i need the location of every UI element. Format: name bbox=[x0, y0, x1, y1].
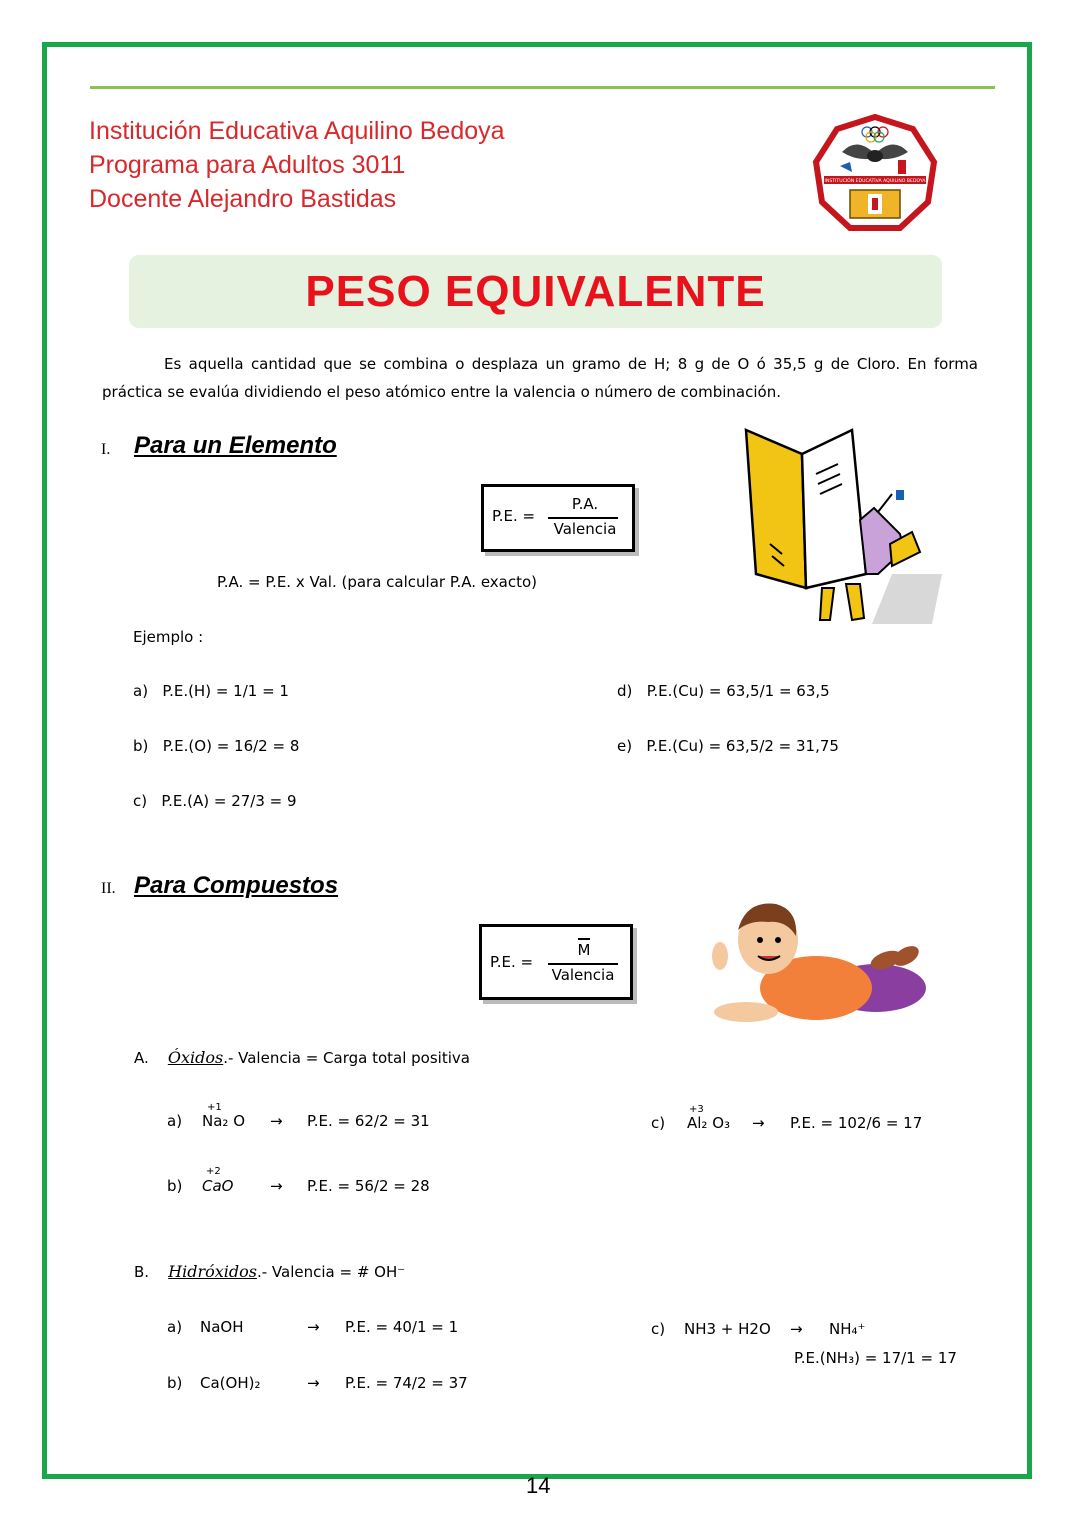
formula-numerator: P.A. bbox=[571, 495, 599, 513]
formula-denominator: Valencia bbox=[551, 966, 615, 984]
example-text-b: P.E.(O) = 16/2 = 8 bbox=[162, 737, 300, 755]
header-divider bbox=[90, 86, 995, 89]
hydroxide-label-a: a) bbox=[167, 1318, 183, 1336]
formula-lhs: P.E. = bbox=[490, 953, 534, 971]
arrow-icon: → bbox=[752, 1114, 765, 1132]
hydroxide-result-b: P.E. = 74/2 = 37 bbox=[345, 1374, 468, 1392]
example-label-a: a) bbox=[133, 682, 149, 700]
oxide-result-a: P.E. = 62/2 = 31 bbox=[307, 1112, 430, 1130]
oxides-rule: .- Valencia = Carga total positiva bbox=[223, 1049, 470, 1067]
formula-box-element bbox=[481, 484, 635, 552]
oxide-result-c: P.E. = 102/6 = 17 bbox=[790, 1114, 923, 1132]
arrow-icon: → bbox=[790, 1320, 803, 1338]
example-text-a: P.E.(H) = 1/1 = 1 bbox=[162, 682, 289, 700]
oxidation-state-a: +1 bbox=[207, 1102, 222, 1113]
part-b-heading bbox=[134, 1262, 405, 1281]
oxide-label-a: a) bbox=[167, 1112, 183, 1130]
oxide-label-c: c) bbox=[651, 1114, 666, 1132]
part-a-heading bbox=[134, 1048, 470, 1067]
arrow-icon: → bbox=[307, 1318, 320, 1336]
school-logo bbox=[812, 114, 938, 236]
definition-paragraph bbox=[102, 350, 978, 406]
program-name: Programa para Adultos 3011 bbox=[89, 151, 406, 179]
school-name: Institución Educativa Aquilino Bedoya bbox=[89, 117, 505, 145]
part-b-letter: B. bbox=[134, 1263, 150, 1281]
example-text-c: P.E.(A) = 27/3 = 9 bbox=[161, 792, 297, 810]
hydroxide-result-a: P.E. = 40/1 = 1 bbox=[345, 1318, 459, 1336]
section-2-heading: Para Compuestos bbox=[134, 872, 339, 899]
section-1-heading: Para un Elemento bbox=[134, 432, 337, 459]
example-label-c: c) bbox=[133, 792, 148, 810]
example-text-e: P.E.(Cu) = 63,5/2 = 31,75 bbox=[646, 737, 839, 755]
fraction-bar bbox=[548, 517, 618, 519]
hydroxide-formula-b: Ca(OH)₂ bbox=[200, 1374, 261, 1392]
oxides-title: Óxidos bbox=[167, 1048, 224, 1067]
hydroxide-formula-c: NH3 + H2O bbox=[684, 1320, 771, 1338]
oxidation-state-b: +2 bbox=[206, 1166, 221, 1177]
page-number: 14 bbox=[526, 1473, 551, 1498]
fraction-bar bbox=[548, 963, 618, 965]
formula-box-compound bbox=[479, 924, 633, 1000]
section-1-number: I. bbox=[101, 441, 111, 458]
formula-lhs: P.E. = bbox=[492, 507, 536, 525]
definition-text: Es aquella cantidad que se combina o desplaza un gramo de H; 8 g de O ó 35,5 g de Cloro. En forma práctica se evalúa dividiendo el peso atómico entre la valencia o número de combinación. bbox=[102, 355, 978, 401]
oxidation-state-c: +3 bbox=[689, 1104, 704, 1115]
example-text-d: P.E.(Cu) = 63,5/1 = 63,5 bbox=[646, 682, 830, 700]
formula-denominator: Valencia bbox=[553, 520, 617, 538]
ammonia-equivalent: P.E.(NH₃) = 17/1 = 17 bbox=[794, 1349, 957, 1367]
example-item bbox=[133, 737, 299, 755]
hydroxide-label-c: c) bbox=[651, 1320, 666, 1338]
arrow-icon: → bbox=[270, 1177, 283, 1195]
teacher-name: Docente Alejandro Bastidas bbox=[89, 185, 397, 213]
part-a-letter: A. bbox=[134, 1049, 149, 1067]
example-label: Ejemplo : bbox=[133, 628, 204, 646]
arrow-icon: → bbox=[270, 1112, 283, 1130]
oxide-label-b: b) bbox=[167, 1177, 183, 1195]
hydroxides-title: Hidróxidos bbox=[168, 1262, 257, 1281]
hydroxide-label-b: b) bbox=[167, 1374, 183, 1392]
example-label-e: e) bbox=[617, 737, 633, 755]
hydroxide-result-c: NH₄⁺ bbox=[829, 1320, 866, 1338]
oxide-formula-b: CaO bbox=[202, 1177, 234, 1195]
oxide-formula-c: Al₂ O₃ bbox=[687, 1114, 731, 1132]
section-2-number: II. bbox=[101, 880, 116, 897]
page-title: PESO EQUIVALENTE bbox=[305, 266, 766, 316]
oxide-result-b: P.E. = 56/2 = 28 bbox=[307, 1177, 430, 1195]
example-label-b: b) bbox=[133, 737, 149, 755]
example-label-d: d) bbox=[617, 682, 633, 700]
arrow-icon: → bbox=[307, 1374, 320, 1392]
formula-numerator: M bbox=[577, 941, 591, 959]
oxide-formula-a: Na₂ O bbox=[202, 1112, 246, 1130]
hydroxide-formula-a: NaOH bbox=[200, 1318, 244, 1336]
example-item bbox=[617, 737, 839, 755]
school-logo-text: INSTITUCIÓN EDUCATIVA AQUILINO BEDOYA bbox=[824, 179, 926, 184]
boy-illustration bbox=[706, 896, 928, 1032]
molar-mass-bar bbox=[578, 938, 590, 940]
example-item bbox=[617, 682, 830, 700]
example-item bbox=[133, 792, 297, 810]
reading-character-illustration bbox=[742, 424, 946, 638]
title-banner bbox=[129, 255, 942, 328]
example-item bbox=[133, 682, 289, 700]
pa-formula-note: P.A. = P.E. x Val. (para calcular P.A. exacto) bbox=[217, 573, 538, 591]
hydroxides-rule: .- Valencia = # OH⁻ bbox=[256, 1263, 406, 1281]
